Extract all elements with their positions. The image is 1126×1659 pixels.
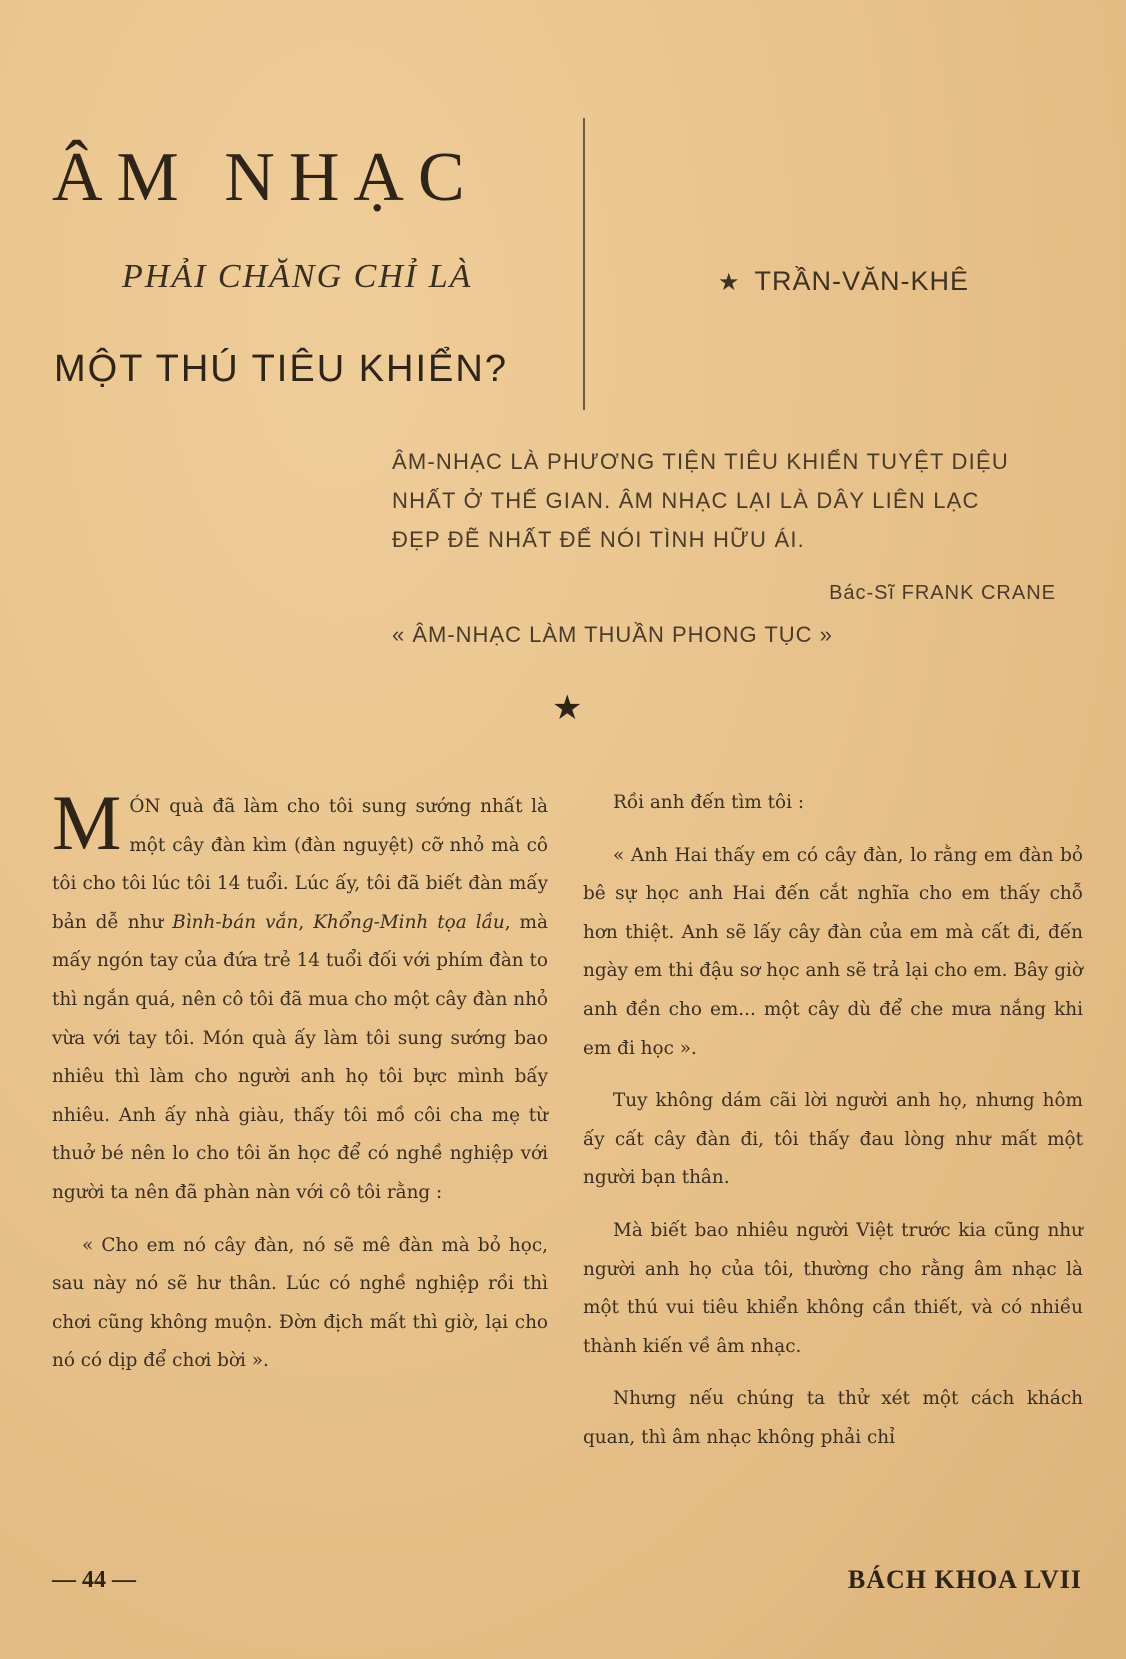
paragraph-text: , mà mấy ngón tay của đứa trẻ 14 tuổi đối với phím đàn to thì ngắn quá, nên cô tôi đã mua cho một cây đàn nhỏ vừa với tay tôi. Món quà ấy làm tôi sung sướng bao nhiêu thì làm cho người anh họ tôi bực mình bấy nhiêu. Anh ấy nhà giàu, thấy tôi mồ côi cha mẹ từ thuở bé nên lo cho tôi ăn học để có nghề nghiệp với người ta nên đã phàn nàn với cô tôi rằng : (52, 911, 548, 1203)
paragraph: Nhưng nếu chúng ta thử xét một cách khách quan, thì âm nhạc không phải chỉ (583, 1388, 1083, 1448)
epigraph (392, 442, 1092, 559)
left-column (52, 779, 548, 1395)
paragraph (52, 779, 548, 1213)
paragraph: « Anh Hai thấy em có cây đàn, lo rằng em đàn bỏ bê sự học anh Hai đến cắt nghĩa cho em thấy chỗ hơn thiệt. Anh sẽ lấy cây đàn của em mà cất đi, đến ngày em thi đậu sơ học anh sẽ trả lại cho em. Bây giờ anh đền cho em... một cây dù để che mưa nắng khi em đi học ». (583, 844, 1083, 1059)
epigraph-line: ĐẸP ĐẼ NHẤT ĐỂ NÓI TÌNH HỮU ÁI. (392, 527, 805, 552)
drop-cap: M (52, 779, 122, 866)
epigraph-line: ÂM-NHẠC LÀ PHƯƠNG TIỆN TIÊU KHIỂN TUYỆT DIỆU (392, 449, 1009, 474)
paragraph: « Cho em nó cây đàn, nó sẽ mê đàn mà bỏ học, sau này nó sẽ hư thân. Lúc có nghề nghiệp rồi thì chơi cũng không muộn. Đờn địch mất thì giờ, lại cho nó có dịp để chơi bời ». (52, 1234, 548, 1372)
running-title: BÁCH KHOA LVII (847, 1565, 1082, 1594)
article-title: ÂM NHẠC (52, 139, 479, 216)
epigraph-line: NHẤT Ở THẾ GIAN. ÂM NHẠC LẠI LÀ DÂY LIÊN LẠC (392, 488, 980, 513)
author-name: TRẦN-VĂN-KHÊ (754, 266, 970, 296)
paragraph: Tuy không dám cãi lời người anh họ, nhưng hôm ấy cất cây đàn đi, tôi thấy đau lòng như mất một người bạn thân. (583, 1090, 1083, 1189)
paragraph-text: , (298, 911, 314, 933)
article-subtitle: PHẢI CHĂNG CHỈ LÀ (122, 258, 473, 295)
epigraph-attribution: Bác-Sĩ FRANK CRANE (829, 582, 1056, 604)
paragraph: Rồi anh đến tìm tôi : (613, 792, 805, 813)
title-divider-line (583, 118, 585, 410)
author-byline (718, 266, 969, 297)
right-column (583, 784, 1083, 1472)
star-icon: ★ (718, 269, 741, 296)
song-title: Bình-bán vắn (172, 911, 299, 933)
article-title-tail: MỘT THÚ TIÊU KHIỂN? (54, 348, 508, 390)
song-title: Khổng-Minh tọa lầu (313, 911, 505, 933)
epigraph-quote: « ÂM-NHẠC LÀM THUẦN PHONG TỤC » (392, 622, 833, 647)
section-star-icon: ★ (552, 688, 583, 728)
page-number: — 44 — (52, 1567, 136, 1593)
paragraph: Mà biết bao nhiêu người Việt trước kia cũng như người anh họ của tôi, thường cho rằng âm nhạc là một thú vui tiêu khiển không cần thiết, và có nhiều thành kiến về âm nhạc. (583, 1219, 1083, 1357)
paragraph-text: ÓN quà đã làm cho tôi sung sướng nhất là một cây đàn kìm (đàn nguyệt) cỡ nhỏ mà cô tôi cho tôi lúc tôi 14 tuổi. Lúc ấy, tôi đã biết đàn mấy bản dễ như (52, 796, 548, 933)
